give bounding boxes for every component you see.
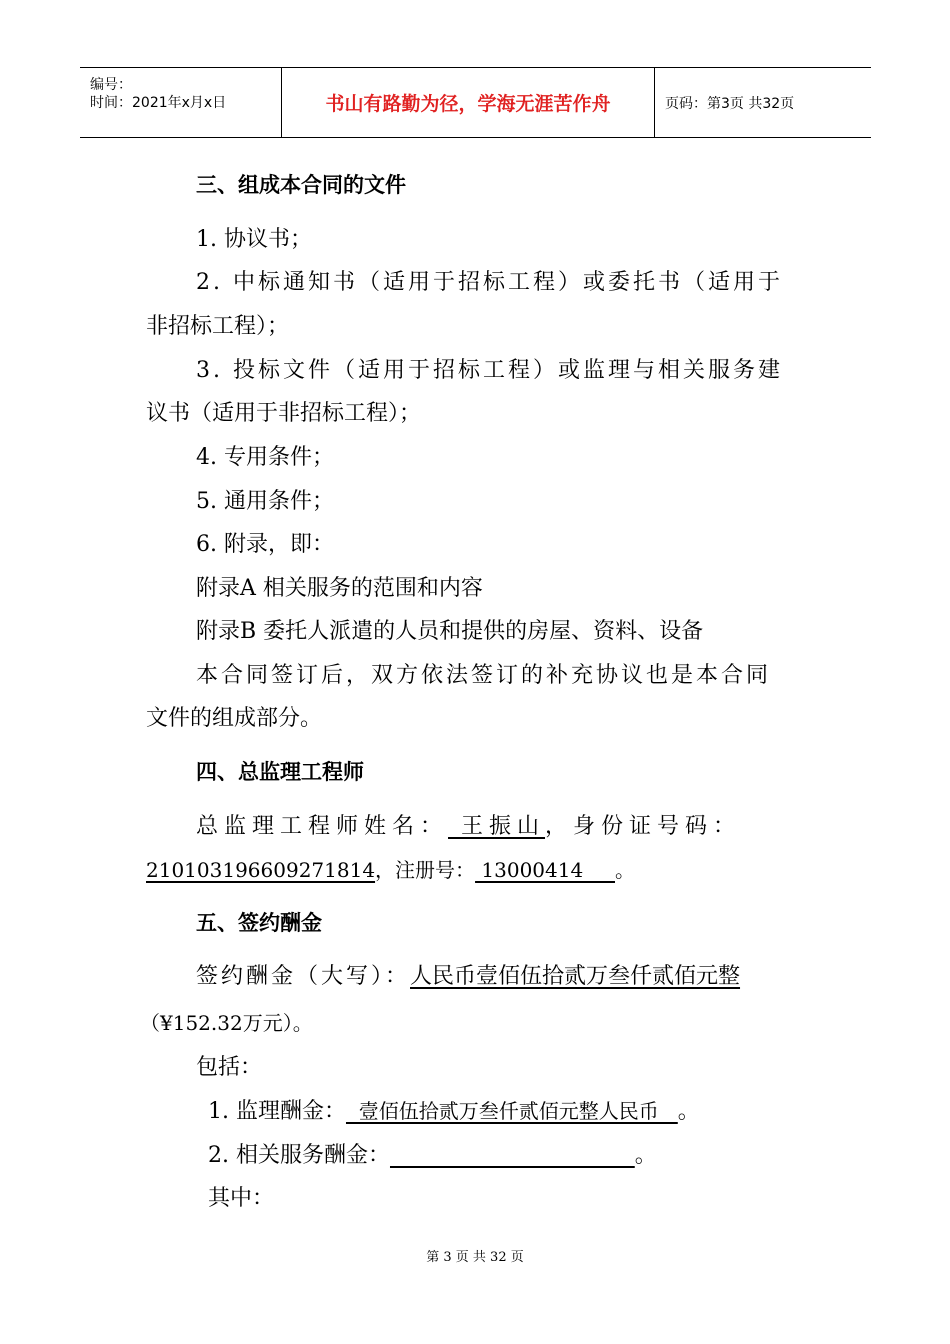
note-line1: 本合同签订后，双方依法签订的补充协议也是本合同 (196, 663, 772, 688)
item-3-line2: 议书（适用于非招标工程）； (146, 401, 422, 426)
header-meta (80, 68, 282, 137)
section3-heading: 三、组成本合同的文件 (196, 173, 406, 197)
among-label: 其中： (208, 1186, 275, 1211)
header-motto: 书山有路勤为径，学海无涯苦作舟 (282, 68, 655, 137)
item-4: 4. 专用条件； (196, 445, 334, 470)
fee-value: 人民币壹佰伍拾贰万叁仟贰佰元整 (410, 964, 741, 989)
fee-label: 签约酬金（大写）： (196, 964, 411, 989)
page-footer: 第 3 页 共 32 页 (426, 1250, 524, 1265)
id-reg-line (146, 860, 635, 880)
supervision-fee-line (208, 1101, 700, 1123)
item-1: 1. 协议书； (196, 227, 312, 252)
fee-number: （¥152.32万元）。 (140, 1011, 313, 1035)
item-3-line1: 3. 投标文件（适用于招标工程）或监理与相关服务建 (196, 358, 783, 383)
page-header (80, 67, 871, 138)
item-5: 5. 通用条件； (196, 489, 334, 514)
id-value: 210103196609271814 (146, 858, 376, 882)
appendix-a: 附录A 相关服务的范围和内容 (196, 576, 483, 601)
chief-engineer-line (196, 816, 741, 838)
supervision-fee-end: 。 (677, 1099, 700, 1124)
fee-line (196, 966, 740, 988)
time-label: 时间：2021年x月x日 (90, 95, 227, 111)
appendix-b: 附录B 委托人派遣的人员和提供的房屋、资料、设备 (196, 619, 704, 644)
section5-heading: 五、签约酬金 (196, 911, 322, 935)
supervision-fee-label: 1. 监理酬金： (208, 1099, 346, 1124)
name-label: 总监理工程师姓名： (196, 814, 449, 839)
id-label: ，身份证号码： (545, 814, 742, 839)
note-line2: 文件的组成部分。 (146, 706, 323, 731)
name-value: 王振山 (448, 814, 546, 839)
related-fee-label: 2. 相关服务酬金： (208, 1143, 390, 1168)
reg-value: 13000414 (475, 858, 615, 882)
item-2-line2: 非招标工程）； (146, 314, 290, 339)
section4-heading: 四、总监理工程师 (196, 760, 364, 784)
related-fee-value (390, 1143, 635, 1168)
header-page-info: 页码：第3页 共32页 (665, 95, 795, 112)
item-2-line1: 2. 中标通知书（适用于招标工程）或委托书（适用于 (196, 270, 783, 295)
reg-end: 。 (615, 858, 635, 882)
includes-label: 包括： (196, 1055, 263, 1080)
related-fee-line (208, 1145, 657, 1167)
related-fee-end: 。 (634, 1143, 657, 1168)
supervision-fee-value: 壹佰伍拾贰万叁仟贰佰元整人民币 (345, 1099, 678, 1123)
number-label: 编号： (90, 77, 132, 93)
reg-label: ，注册号： (375, 858, 476, 882)
item-6: 6. 附录，即： (196, 532, 334, 557)
